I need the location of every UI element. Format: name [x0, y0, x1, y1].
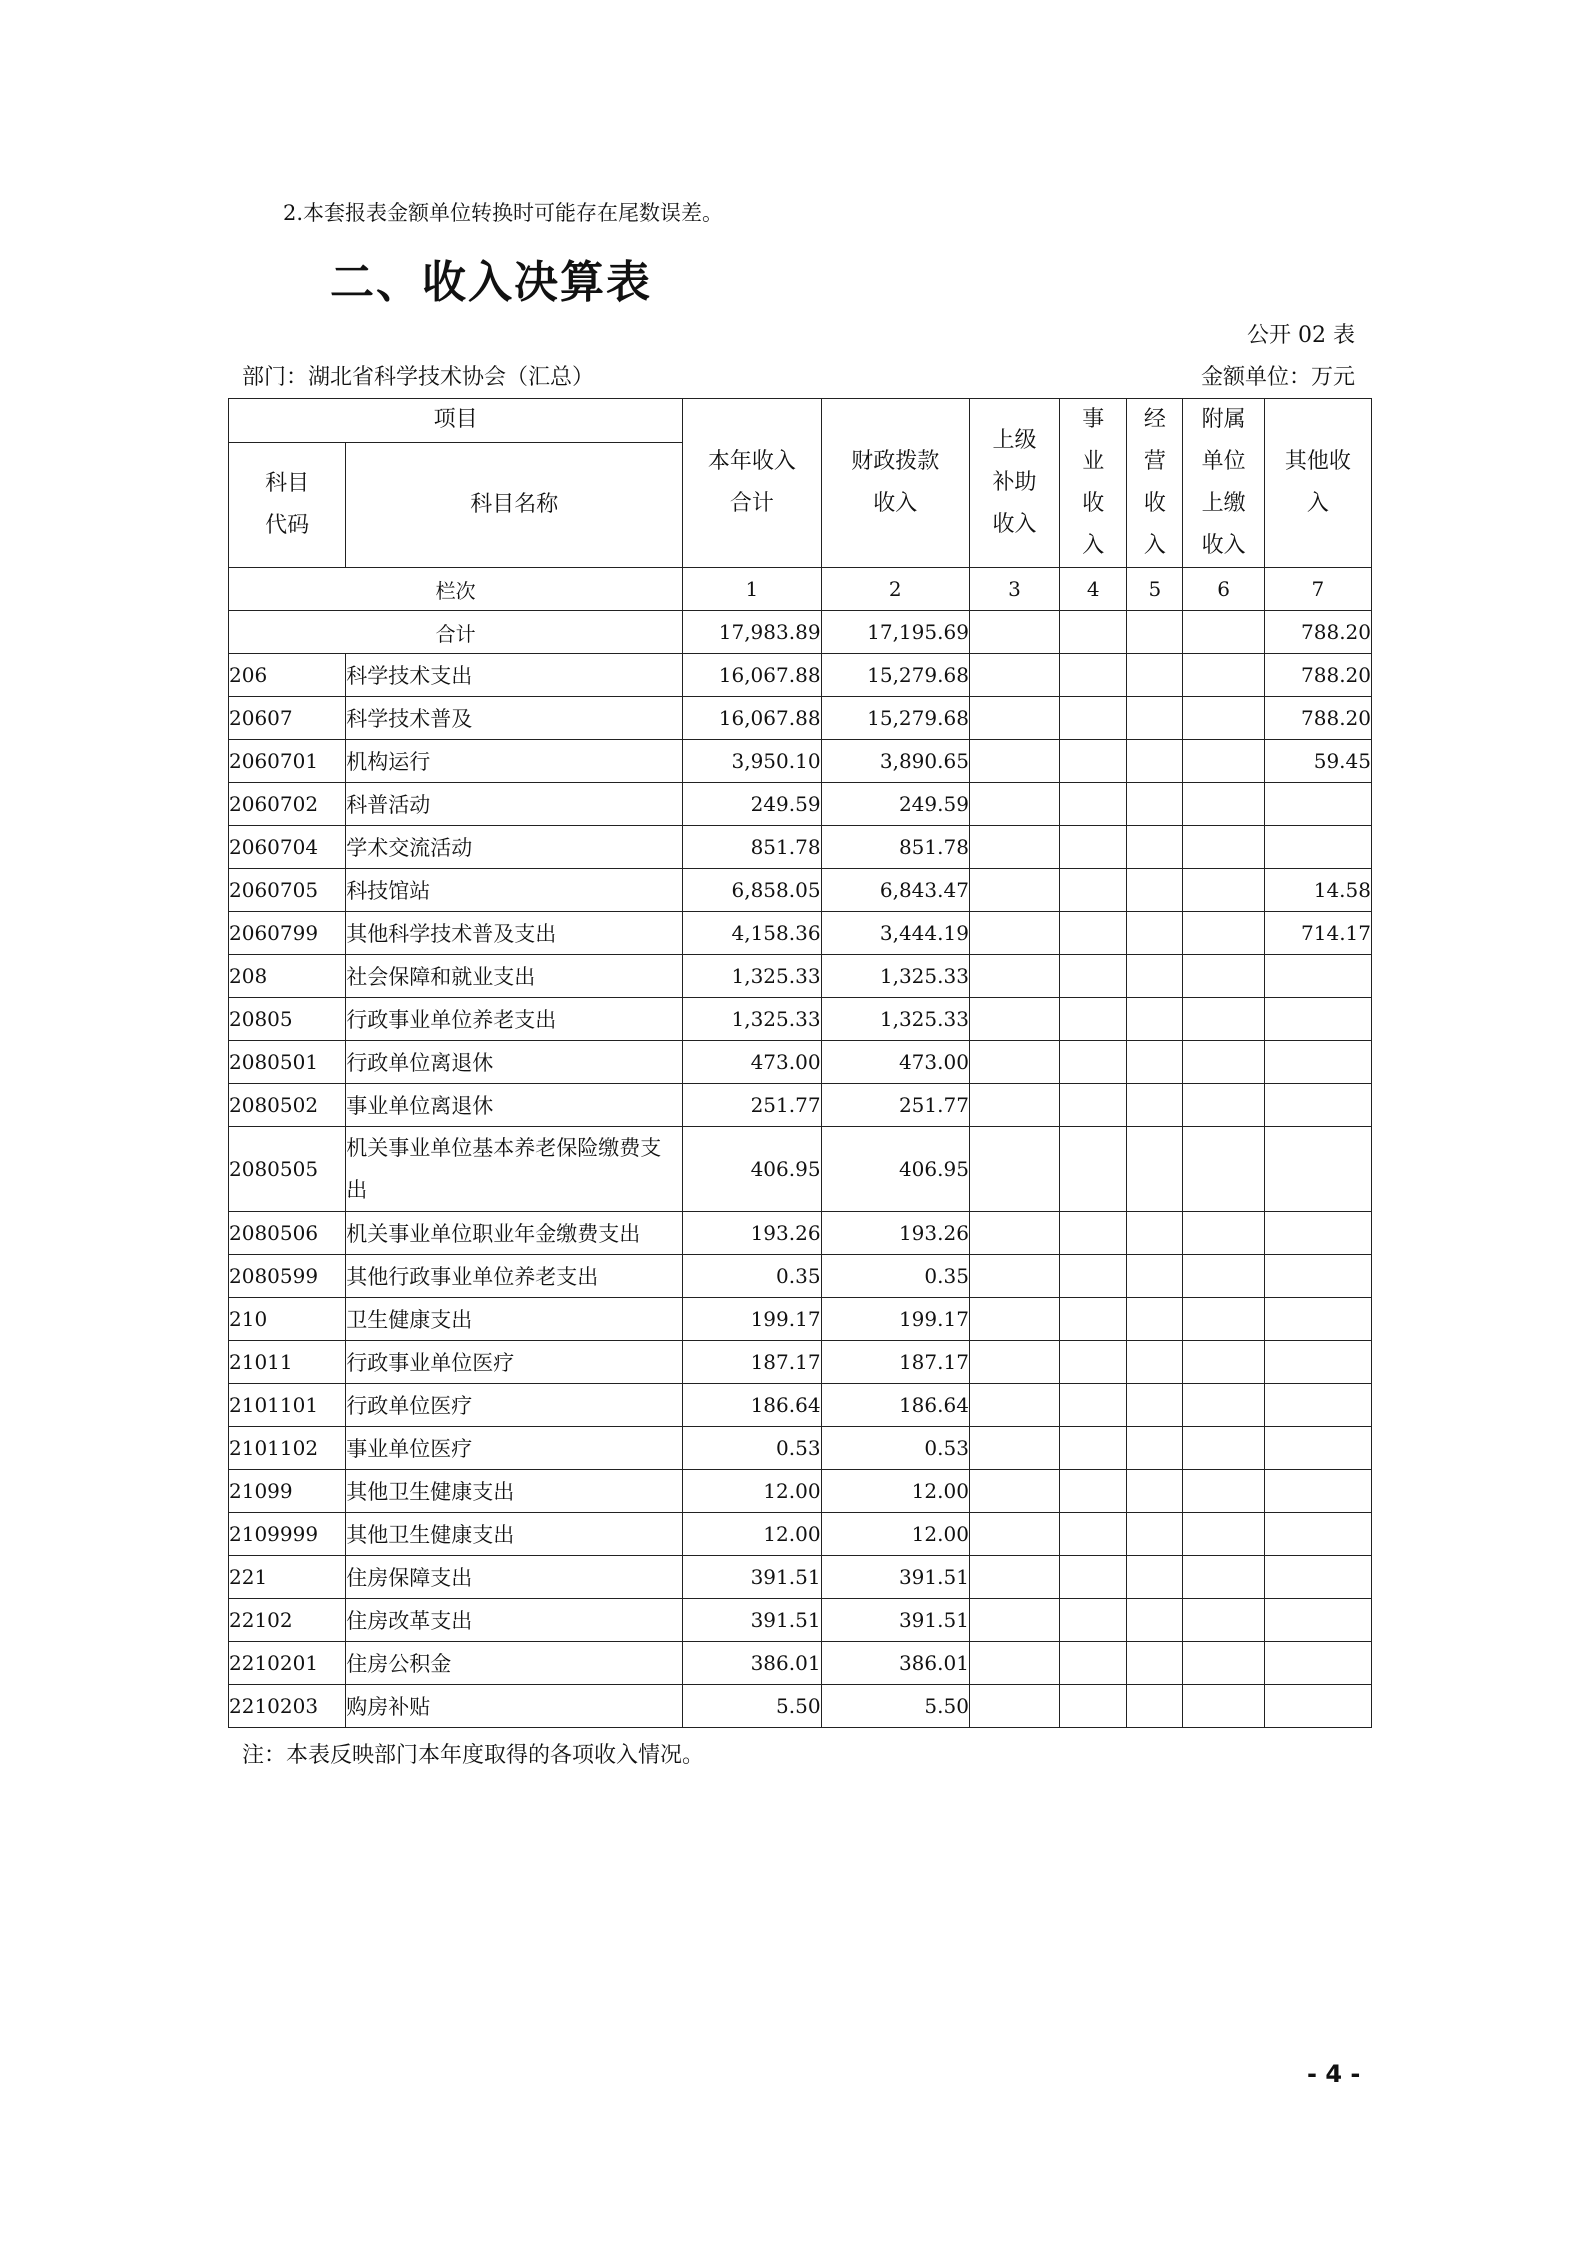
row-operating: [1127, 1041, 1183, 1084]
header-fiscal-line2: 收入: [873, 491, 918, 516]
row-fiscal: 12.00: [821, 1513, 969, 1556]
row-superior: [969, 1427, 1059, 1470]
row-business: [1060, 1556, 1127, 1599]
total-row-other: 788.20: [1264, 611, 1371, 654]
row-name: 卫生健康支出: [346, 1298, 683, 1341]
row-code: 2060799: [229, 912, 346, 955]
row-name: 行政单位离退休: [346, 1041, 683, 1084]
index-col-6: 6: [1183, 568, 1264, 611]
row-code: 221: [229, 1556, 346, 1599]
row-other: [1264, 1341, 1371, 1384]
row-operating: [1127, 1084, 1183, 1127]
row-affiliated: [1183, 1255, 1264, 1298]
row-total: 391.51: [683, 1556, 821, 1599]
row-superior: [969, 1513, 1059, 1556]
row-superior: [969, 1599, 1059, 1642]
header-operating-line1: 经: [1143, 407, 1166, 432]
table-row: [229, 783, 1372, 826]
row-total: 16,067.88: [683, 654, 821, 697]
row-name: 社会保障和就业支出: [346, 955, 683, 998]
row-affiliated: [1183, 869, 1264, 912]
row-affiliated: [1183, 912, 1264, 955]
row-business: [1060, 1384, 1127, 1427]
index-label: 栏次: [229, 568, 683, 611]
header-superior: [969, 399, 1059, 568]
amount-unit-label: 金额单位：万元: [1200, 365, 1355, 390]
row-affiliated: [1183, 654, 1264, 697]
row-business: [1060, 1599, 1127, 1642]
index-col-7: 7: [1264, 568, 1371, 611]
row-affiliated: [1183, 740, 1264, 783]
row-business: [1060, 697, 1127, 740]
row-other: [1264, 1685, 1371, 1728]
row-total: 1,325.33: [683, 955, 821, 998]
header-affiliated-line3: 上缴: [1201, 491, 1246, 516]
row-name: 住房保障支出: [346, 1556, 683, 1599]
row-other: [1264, 998, 1371, 1041]
row-fiscal: 5.50: [821, 1685, 969, 1728]
table-row: [229, 955, 1372, 998]
row-name: 其他卫生健康支出: [346, 1513, 683, 1556]
row-name: 其他行政事业单位养老支出: [346, 1255, 683, 1298]
row-code: 2080599: [229, 1255, 346, 1298]
index-row: [229, 568, 1372, 611]
row-total: 391.51: [683, 1599, 821, 1642]
row-total: 251.77: [683, 1084, 821, 1127]
index-col-1: 1: [683, 568, 821, 611]
row-operating: [1127, 1470, 1183, 1513]
row-other: [1264, 1470, 1371, 1513]
row-name: 学术交流活动: [346, 826, 683, 869]
row-code: 2060705: [229, 869, 346, 912]
table-row: [229, 998, 1372, 1041]
header-fiscal-line1: 财政拨款: [851, 449, 940, 474]
row-name: 行政事业单位医疗: [346, 1341, 683, 1384]
table-row: [229, 869, 1372, 912]
row-code: 2101102: [229, 1427, 346, 1470]
table-row: [229, 1127, 1372, 1212]
row-other: [1264, 1556, 1371, 1599]
row-operating: [1127, 826, 1183, 869]
table-row: [229, 1084, 1372, 1127]
row-other: [1264, 1212, 1371, 1255]
row-other: 14.58: [1264, 869, 1371, 912]
header-other-line2: 入: [1306, 491, 1329, 516]
row-fiscal: 386.01: [821, 1642, 969, 1685]
row-name: 住房改革支出: [346, 1599, 683, 1642]
row-operating: [1127, 1599, 1183, 1642]
header-code: [229, 442, 346, 568]
row-business: [1060, 1298, 1127, 1341]
row-fiscal: 187.17: [821, 1341, 969, 1384]
row-fiscal: 3,444.19: [821, 912, 969, 955]
footnote: 注：本表反映部门本年度取得的各项收入情况。: [242, 1743, 705, 1768]
table-row: [229, 654, 1372, 697]
index-col-2: 2: [821, 568, 969, 611]
row-other: [1264, 826, 1371, 869]
row-business: [1060, 783, 1127, 826]
row-name: 其他科学技术普及支出: [346, 912, 683, 955]
row-fiscal: 199.17: [821, 1298, 969, 1341]
total-row-total: 17,983.89: [683, 611, 821, 654]
table-row: [229, 1212, 1372, 1255]
header-total: [683, 399, 821, 568]
row-superior: [969, 1212, 1059, 1255]
row-total: 249.59: [683, 783, 821, 826]
row-other: [1264, 783, 1371, 826]
row-other: 59.45: [1264, 740, 1371, 783]
row-other: [1264, 1642, 1371, 1685]
row-name: 机关事业单位基本养老保险缴费支出: [346, 1127, 683, 1212]
header-superior-line2: 补助: [992, 470, 1037, 495]
row-operating: [1127, 1384, 1183, 1427]
row-total: 16,067.88: [683, 697, 821, 740]
row-fiscal: 1,325.33: [821, 998, 969, 1041]
row-affiliated: [1183, 1341, 1264, 1384]
row-name: 科学技术普及: [346, 697, 683, 740]
row-other: 788.20: [1264, 654, 1371, 697]
row-code: 2060704: [229, 826, 346, 869]
header-business-line3: 收: [1082, 491, 1105, 516]
row-code: 210: [229, 1298, 346, 1341]
row-operating: [1127, 1127, 1183, 1212]
row-operating: [1127, 1642, 1183, 1685]
row-code: 22102: [229, 1599, 346, 1642]
row-superior: [969, 998, 1059, 1041]
row-affiliated: [1183, 955, 1264, 998]
row-affiliated: [1183, 783, 1264, 826]
row-affiliated: [1183, 1298, 1264, 1341]
header-business-line4: 入: [1082, 533, 1105, 558]
row-business: [1060, 998, 1127, 1041]
row-other: [1264, 1513, 1371, 1556]
row-total: 4,158.36: [683, 912, 821, 955]
row-fiscal: 391.51: [821, 1599, 969, 1642]
row-other: [1264, 1041, 1371, 1084]
row-operating: [1127, 1255, 1183, 1298]
row-code: 2060702: [229, 783, 346, 826]
row-other: [1264, 1084, 1371, 1127]
row-total: 3,950.10: [683, 740, 821, 783]
row-code: 2060701: [229, 740, 346, 783]
row-superior: [969, 1642, 1059, 1685]
header-superior-line3: 收入: [992, 512, 1037, 537]
row-operating: [1127, 1513, 1183, 1556]
form-number: 公开 02 表: [1247, 323, 1355, 348]
row-business: [1060, 1685, 1127, 1728]
row-code: 2109999: [229, 1513, 346, 1556]
row-operating: [1127, 912, 1183, 955]
row-business: [1060, 826, 1127, 869]
header-business: [1060, 399, 1127, 568]
row-other: [1264, 1384, 1371, 1427]
row-operating: [1127, 955, 1183, 998]
row-fiscal: 3,890.65: [821, 740, 969, 783]
header-other-line1: 其他收: [1284, 449, 1351, 474]
table-row: [229, 1384, 1372, 1427]
row-business: [1060, 740, 1127, 783]
row-superior: [969, 783, 1059, 826]
row-business: [1060, 869, 1127, 912]
row-affiliated: [1183, 1642, 1264, 1685]
row-business: [1060, 1470, 1127, 1513]
row-superior: [969, 1384, 1059, 1427]
row-fiscal: 193.26: [821, 1212, 969, 1255]
row-fiscal: 406.95: [821, 1127, 969, 1212]
row-other: [1264, 955, 1371, 998]
row-code: 2210201: [229, 1642, 346, 1685]
row-superior: [969, 955, 1059, 998]
table-row: [229, 740, 1372, 783]
header-total-line2: 合计: [729, 491, 774, 516]
department-label: 部门：湖北省科学技术协会（汇总）: [242, 365, 595, 390]
index-col-5: 5: [1127, 568, 1183, 611]
row-superior: [969, 869, 1059, 912]
row-other: 788.20: [1264, 697, 1371, 740]
row-operating: [1127, 869, 1183, 912]
header-operating: [1127, 399, 1183, 568]
row-fiscal: 15,279.68: [821, 654, 969, 697]
table-row: [229, 697, 1372, 740]
header-affiliated: [1183, 399, 1264, 568]
total-label: 合计: [229, 611, 683, 654]
row-business: [1060, 1255, 1127, 1298]
header-code-line2: 代码: [265, 512, 310, 538]
row-operating: [1127, 697, 1183, 740]
row-affiliated: [1183, 1084, 1264, 1127]
row-superior: [969, 826, 1059, 869]
row-operating: [1127, 1556, 1183, 1599]
table-row: [229, 1470, 1372, 1513]
row-fiscal: 1,325.33: [821, 955, 969, 998]
total-row-fiscal: 17,195.69: [821, 611, 969, 654]
row-business: [1060, 912, 1127, 955]
row-business: [1060, 1513, 1127, 1556]
header-operating-line3: 收: [1143, 491, 1166, 516]
header-other: [1264, 399, 1371, 568]
header-fiscal: [821, 399, 969, 568]
row-name: 事业单位医疗: [346, 1427, 683, 1470]
row-name: 行政事业单位养老支出: [346, 998, 683, 1041]
page-number: - 4 -: [1307, 2060, 1361, 2088]
row-fiscal: 473.00: [821, 1041, 969, 1084]
row-operating: [1127, 783, 1183, 826]
header-project: 项目: [229, 399, 683, 443]
table-row: [229, 1685, 1372, 1728]
row-superior: [969, 1685, 1059, 1728]
row-code: 20805: [229, 998, 346, 1041]
header-code-line1: 科目: [265, 470, 310, 496]
total-row-operating: [1127, 611, 1183, 654]
row-affiliated: [1183, 1041, 1264, 1084]
row-affiliated: [1183, 1212, 1264, 1255]
index-col-3: 3: [969, 568, 1059, 611]
row-other: [1264, 1427, 1371, 1470]
row-operating: [1127, 1212, 1183, 1255]
total-row-business: [1060, 611, 1127, 654]
row-operating: [1127, 1341, 1183, 1384]
header-affiliated-line1: 附属: [1201, 407, 1246, 432]
row-total: 193.26: [683, 1212, 821, 1255]
row-business: [1060, 1212, 1127, 1255]
row-name: 科学技术支出: [346, 654, 683, 697]
header-operating-line4: 入: [1143, 533, 1166, 558]
row-business: [1060, 1427, 1127, 1470]
row-name: 住房公积金: [346, 1642, 683, 1685]
row-superior: [969, 654, 1059, 697]
row-code: 2080506: [229, 1212, 346, 1255]
row-superior: [969, 1041, 1059, 1084]
row-total: 187.17: [683, 1341, 821, 1384]
row-fiscal: 851.78: [821, 826, 969, 869]
row-total: 0.35: [683, 1255, 821, 1298]
row-affiliated: [1183, 1599, 1264, 1642]
row-name: 科普活动: [346, 783, 683, 826]
page-title: 二、收入决算表: [330, 257, 652, 308]
row-superior: [969, 1255, 1059, 1298]
header-operating-line2: 营: [1143, 449, 1166, 474]
row-name: 购房补贴: [346, 1685, 683, 1728]
top-note: 2.本套报表金额单位转换时可能存在尾数误差。: [283, 201, 724, 225]
header-affiliated-line4: 收入: [1201, 533, 1246, 558]
row-operating: [1127, 998, 1183, 1041]
row-name: 事业单位离退休: [346, 1084, 683, 1127]
table-row: [229, 1341, 1372, 1384]
income-table: [228, 398, 1372, 1728]
row-code: 21099: [229, 1470, 346, 1513]
row-total: 6,858.05: [683, 869, 821, 912]
row-superior: [969, 1127, 1059, 1212]
row-other: 714.17: [1264, 912, 1371, 955]
row-total: 386.01: [683, 1642, 821, 1685]
row-name: 科技馆站: [346, 869, 683, 912]
table-row: [229, 1513, 1372, 1556]
row-business: [1060, 1341, 1127, 1384]
row-name: 机关事业单位职业年金缴费支出: [346, 1212, 683, 1255]
row-affiliated: [1183, 1513, 1264, 1556]
index-col-4: 4: [1060, 568, 1127, 611]
row-other: [1264, 1599, 1371, 1642]
header-total-line1: 本年收入: [707, 449, 796, 474]
table-row: [229, 1041, 1372, 1084]
row-affiliated: [1183, 1470, 1264, 1513]
row-code: 2101101: [229, 1384, 346, 1427]
table-row: [229, 1427, 1372, 1470]
row-name: 其他卫生健康支出: [346, 1470, 683, 1513]
row-affiliated: [1183, 1127, 1264, 1212]
row-fiscal: 6,843.47: [821, 869, 969, 912]
header-superior-line1: 上级: [992, 428, 1037, 453]
row-business: [1060, 1642, 1127, 1685]
row-total: 5.50: [683, 1685, 821, 1728]
row-operating: [1127, 654, 1183, 697]
row-code: 2080502: [229, 1084, 346, 1127]
row-superior: [969, 697, 1059, 740]
row-affiliated: [1183, 1427, 1264, 1470]
row-superior: [969, 1556, 1059, 1599]
row-affiliated: [1183, 697, 1264, 740]
row-code: 2210203: [229, 1685, 346, 1728]
row-total: 406.95: [683, 1127, 821, 1212]
row-fiscal: 15,279.68: [821, 697, 969, 740]
row-operating: [1127, 1298, 1183, 1341]
row-superior: [969, 912, 1059, 955]
table-row: [229, 826, 1372, 869]
row-affiliated: [1183, 1384, 1264, 1427]
row-superior: [969, 1298, 1059, 1341]
row-affiliated: [1183, 998, 1264, 1041]
row-fiscal: 0.35: [821, 1255, 969, 1298]
header-affiliated-line2: 单位: [1201, 449, 1246, 474]
row-code: 2080501: [229, 1041, 346, 1084]
row-superior: [969, 1470, 1059, 1513]
row-superior: [969, 1341, 1059, 1384]
row-fiscal: 186.64: [821, 1384, 969, 1427]
header-business-line1: 事: [1082, 407, 1105, 432]
row-total: 186.64: [683, 1384, 821, 1427]
row-code: 206: [229, 654, 346, 697]
total-row-superior: [969, 611, 1059, 654]
row-total: 0.53: [683, 1427, 821, 1470]
row-code: 20607: [229, 697, 346, 740]
row-total: 851.78: [683, 826, 821, 869]
row-name: 行政单位医疗: [346, 1384, 683, 1427]
header-name: 科目名称: [346, 442, 683, 568]
row-fiscal: 249.59: [821, 783, 969, 826]
row-code: 2080505: [229, 1127, 346, 1212]
row-total: 199.17: [683, 1298, 821, 1341]
row-operating: [1127, 740, 1183, 783]
row-business: [1060, 1084, 1127, 1127]
header-business-line2: 业: [1082, 449, 1105, 474]
row-affiliated: [1183, 826, 1264, 869]
row-code: 21011: [229, 1341, 346, 1384]
table-row: [229, 1556, 1372, 1599]
row-fiscal: 0.53: [821, 1427, 969, 1470]
row-other: [1264, 1298, 1371, 1341]
row-name: 机构运行: [346, 740, 683, 783]
total-row: [229, 611, 1372, 654]
row-fiscal: 391.51: [821, 1556, 969, 1599]
row-other: [1264, 1255, 1371, 1298]
row-code: 208: [229, 955, 346, 998]
row-business: [1060, 654, 1127, 697]
table-row: [229, 1642, 1372, 1685]
total-row-affiliated: [1183, 611, 1264, 654]
row-superior: [969, 740, 1059, 783]
row-fiscal: 12.00: [821, 1470, 969, 1513]
row-business: [1060, 1041, 1127, 1084]
table-row: [229, 1255, 1372, 1298]
row-affiliated: [1183, 1556, 1264, 1599]
row-operating: [1127, 1685, 1183, 1728]
row-business: [1060, 955, 1127, 998]
row-superior: [969, 1084, 1059, 1127]
row-affiliated: [1183, 1685, 1264, 1728]
table-row: [229, 1298, 1372, 1341]
table-row: [229, 1599, 1372, 1642]
row-total: 473.00: [683, 1041, 821, 1084]
table-row: [229, 912, 1372, 955]
row-operating: [1127, 1427, 1183, 1470]
row-total: 1,325.33: [683, 998, 821, 1041]
row-total: 12.00: [683, 1513, 821, 1556]
row-fiscal: 251.77: [821, 1084, 969, 1127]
row-business: [1060, 1127, 1127, 1212]
row-total: 12.00: [683, 1470, 821, 1513]
row-other: [1264, 1127, 1371, 1212]
